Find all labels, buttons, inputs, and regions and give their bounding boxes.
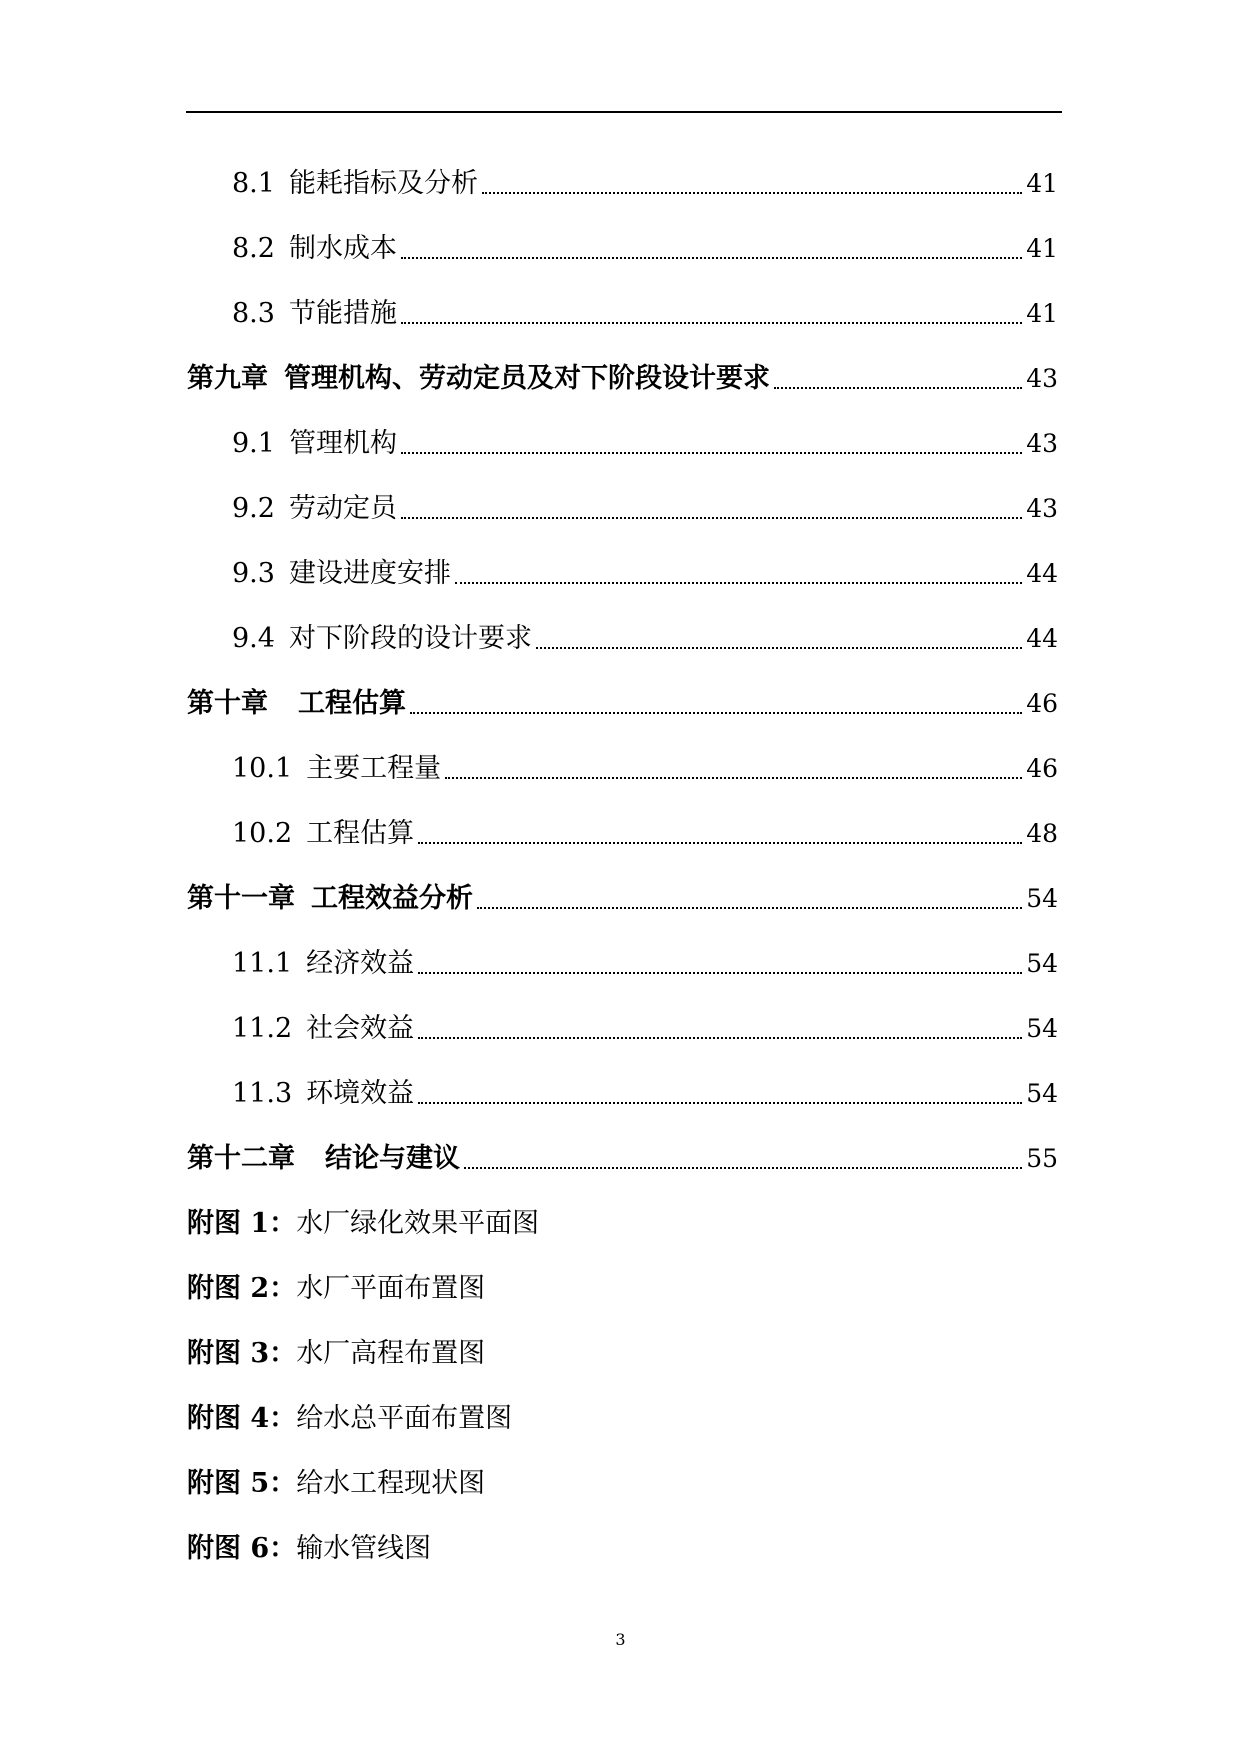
- appendix-title: 给水总平面布置图: [296, 1403, 513, 1434]
- toc-chapter-12[interactable]: [187, 1139, 1058, 1179]
- toc-entry-9-2[interactable]: [232, 489, 1058, 529]
- toc-entry-8-2[interactable]: [232, 229, 1058, 269]
- toc-entry-page: 55: [1026, 1144, 1058, 1173]
- dot-leader: [401, 452, 1022, 454]
- toc-entry-title: 劳动定员: [288, 493, 397, 524]
- toc-entry-8-1[interactable]: [232, 164, 1058, 204]
- toc-entry-11-2[interactable]: [232, 1009, 1058, 1049]
- toc-entry-number: 8.1: [232, 168, 275, 199]
- toc-entry-title: 环境效益: [306, 1078, 415, 1109]
- appendix-2[interactable]: [187, 1269, 485, 1309]
- appendix-1[interactable]: [187, 1204, 539, 1244]
- appendix-label: 附图 3：: [187, 1338, 297, 1369]
- toc-chapter-number: 第十章: [187, 688, 268, 719]
- toc-entry-page: 54: [1026, 884, 1058, 913]
- toc-entry-page: 43: [1026, 429, 1058, 458]
- dot-leader: [477, 907, 1022, 909]
- toc-entry-9-4[interactable]: [232, 619, 1058, 659]
- toc-entry-page: 48: [1026, 819, 1058, 848]
- dot-leader: [445, 777, 1022, 779]
- appendix-title: 水厂高程布置图: [296, 1338, 486, 1369]
- dot-leader: [401, 517, 1022, 519]
- toc-entry-page: 54: [1026, 1079, 1058, 1108]
- toc-entry-page: 41: [1026, 169, 1058, 198]
- toc-entry-number: 9.3: [232, 558, 275, 589]
- dot-leader: [401, 257, 1022, 259]
- toc-entry-page: 46: [1026, 689, 1058, 718]
- toc-entry-11-1[interactable]: [232, 944, 1058, 984]
- dot-leader: [482, 192, 1022, 194]
- toc-entry-number: 11.1: [232, 948, 293, 979]
- toc-entry-number: 11.3: [232, 1078, 293, 1109]
- toc-entry-page: 54: [1026, 949, 1058, 978]
- toc-entry-number: 11.2: [232, 1013, 293, 1044]
- dot-leader: [418, 842, 1022, 844]
- appendix-title: 水厂平面布置图: [296, 1273, 486, 1304]
- toc-entry-number: 9.4: [232, 623, 275, 654]
- toc-entry-page: 43: [1026, 364, 1058, 393]
- appendix-6[interactable]: [187, 1529, 431, 1569]
- toc-chapter-title: 管理机构、劳动定员及对下阶段设计要求: [284, 363, 770, 394]
- toc-entry-title: 节能措施: [288, 298, 397, 329]
- toc-entry-title: 社会效益: [306, 1013, 415, 1044]
- toc-entry-8-3[interactable]: [232, 294, 1058, 334]
- toc-entry-number: 10.2: [232, 818, 293, 849]
- toc-entry-number: 8.3: [232, 298, 275, 329]
- toc-chapter-number: 第九章: [187, 363, 268, 394]
- toc-entry-10-2[interactable]: [232, 814, 1058, 854]
- toc-entry-title: 工程估算: [306, 818, 415, 849]
- toc-entry-page: 41: [1026, 299, 1058, 328]
- toc-entry-9-3[interactable]: [232, 554, 1058, 594]
- toc-entry-page: 43: [1026, 494, 1058, 523]
- toc-entry-page: 44: [1026, 624, 1058, 653]
- dot-leader: [464, 1167, 1022, 1169]
- toc-entry-10-1[interactable]: [232, 749, 1058, 789]
- appendix-label: 附图 2：: [187, 1273, 297, 1304]
- dot-leader: [418, 1102, 1022, 1104]
- toc-entry-number: 10.1: [232, 753, 293, 784]
- toc-chapter-11[interactable]: [187, 879, 1058, 919]
- dot-leader: [401, 322, 1022, 324]
- toc-entry-9-1[interactable]: [232, 424, 1058, 464]
- appendix-title: 水厂绿化效果平面图: [296, 1208, 540, 1239]
- page-number: 3: [615, 1630, 626, 1649]
- toc-entry-title: 经济效益: [306, 948, 415, 979]
- toc-entry-title: 对下阶段的设计要求: [288, 623, 532, 654]
- toc-entry-page: 44: [1026, 559, 1058, 588]
- toc-entry-page: 46: [1026, 754, 1058, 783]
- dot-leader: [410, 712, 1022, 714]
- toc-entry-number: 9.1: [232, 428, 275, 459]
- appendix-label: 附图 1：: [187, 1208, 297, 1239]
- toc-chapter-title: 工程估算: [298, 688, 406, 719]
- toc-entry-11-3[interactable]: [232, 1074, 1058, 1114]
- appendix-5[interactable]: [187, 1464, 485, 1504]
- appendix-title: 输水管线图: [296, 1533, 432, 1564]
- toc-chapter-9[interactable]: [187, 359, 1058, 399]
- toc-entry-title: 管理机构: [288, 428, 397, 459]
- appendix-3[interactable]: [187, 1334, 485, 1374]
- dot-leader: [418, 1037, 1022, 1039]
- appendix-label: 附图 6：: [187, 1533, 297, 1564]
- toc-entry-page: 54: [1026, 1014, 1058, 1043]
- toc-chapter-title: 结论与建议: [325, 1143, 460, 1174]
- toc-entry-number: 9.2: [232, 493, 275, 524]
- dot-leader: [418, 972, 1022, 974]
- toc-entry-title: 能耗指标及分析: [288, 168, 478, 199]
- toc-entry-title: 制水成本: [288, 233, 397, 264]
- toc-chapter-title: 工程效益分析: [311, 883, 473, 914]
- appendix-label: 附图 5：: [187, 1468, 297, 1499]
- toc-entry-title: 主要工程量: [306, 753, 442, 784]
- toc-entry-page: 41: [1026, 234, 1058, 263]
- appendix-4[interactable]: [187, 1399, 512, 1439]
- toc-chapter-number: 第十一章: [187, 883, 295, 914]
- toc-chapter-10[interactable]: [187, 684, 1058, 724]
- toc-chapter-number: 第十二章: [187, 1143, 295, 1174]
- dot-leader: [455, 582, 1022, 584]
- appendix-label: 附图 4：: [187, 1403, 297, 1434]
- toc-entry-number: 8.2: [232, 233, 275, 264]
- header-rule: [186, 111, 1062, 113]
- dot-leader: [774, 387, 1022, 389]
- toc-entry-title: 建设进度安排: [288, 558, 451, 589]
- appendix-title: 给水工程现状图: [296, 1468, 486, 1499]
- dot-leader: [536, 647, 1022, 649]
